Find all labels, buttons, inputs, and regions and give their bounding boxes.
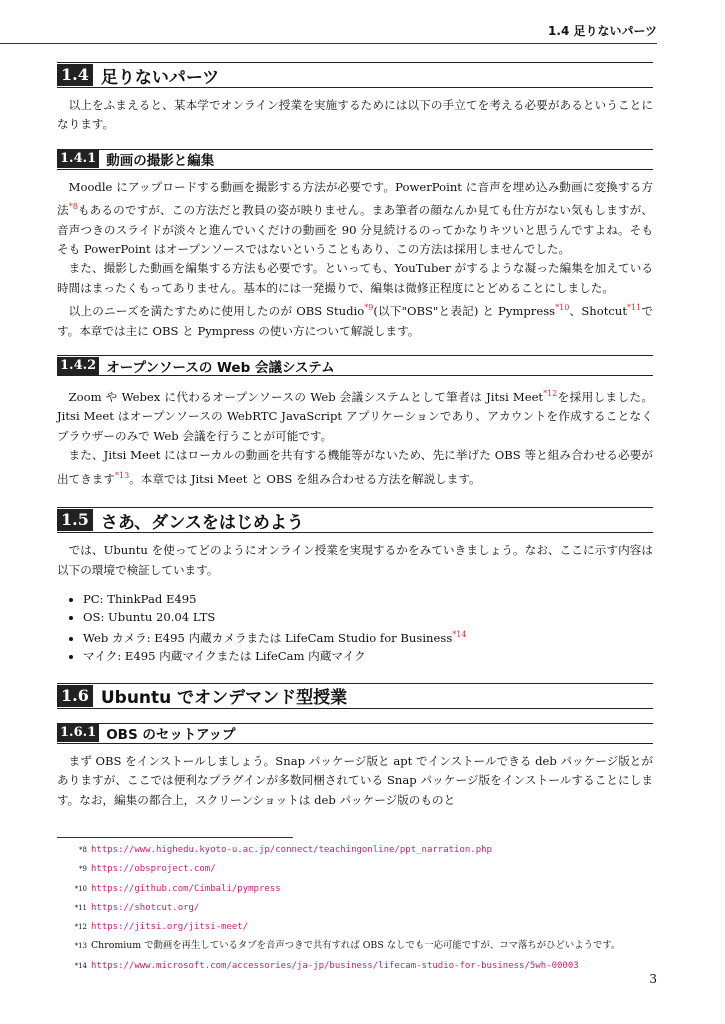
footnote-mark	[57, 958, 91, 977]
section-number: 1.6	[57, 685, 93, 707]
text-run: を採用しました。Jitsi Meet はオープンソースの WebRTC JavaScript アプリケーションであり、アカウントを作成することなくブラウザーのみで Web 会議を行うことが可能です。	[57, 390, 653, 443]
subsection-number: 1.4.1	[57, 150, 99, 168]
footnote-mark	[57, 842, 91, 861]
footnotes	[57, 842, 655, 977]
main-content	[57, 62, 653, 810]
footnote-mark	[57, 861, 91, 880]
section-title: Ubuntu でオンデマンド型授業	[100, 688, 348, 709]
footnote-mark-text: *9	[79, 865, 87, 874]
section-number: 1.4	[57, 64, 93, 86]
text-run: です。本章では主に OBS と Pympress の使い方について解説します。	[57, 304, 653, 338]
page-number: 3	[649, 972, 657, 986]
paragraph-142b	[57, 446, 653, 489]
paragraph-141b: また、撮影した動画を編集する方法も必要です。といっても、YouTuber がするような凝った編集を加えている時間はまったくもってありません。基本的には一発撮りで、編集は微修正程度にとどめることにしました。	[57, 261, 653, 295]
footnote-ref-14[interactable]: *14	[452, 629, 467, 639]
paragraph-intro: 以上をふまえると、某本学でオンライン授業を実施するためには以下の手立てを考える必要があるということになります。	[57, 98, 653, 132]
subsection-heading-1-4-1	[57, 149, 653, 170]
footnote-mark-text: *12	[74, 923, 87, 932]
environment-list	[57, 590, 653, 665]
paragraph-161: まず OBS をインストールしましょう。Snap パッケージ版と apt でインストールできる deb パッケージ版とがありますが、ここでは便利なプラグインが多数同梱されている Snap パッケージ版をインストールすることにします。なお，編集の都合上，スクリーンショットは deb パッケージ版のものと	[57, 753, 653, 807]
list-item-os: • OS: Ubuntu 20.04 LTS	[83, 608, 653, 626]
section-heading-1-4	[57, 62, 653, 88]
subsection-heading-1-6-1	[57, 723, 653, 744]
subsection-number: 1.4.2	[57, 357, 99, 375]
text-run: (以下"OBS"と表記) と Pympress	[373, 304, 556, 319]
footnote-link[interactable]: https://www.highedu.kyoto-u.ac.jp/connect/teachingonline/ppt_narration.php	[91, 845, 492, 855]
section-title: さあ、ダンスをはじめよう	[100, 512, 304, 533]
footnote-text: Chromium で動画を再生しているタブを音声つきで共有すれば OBS なしでも一応可能ですが、コマ落ちがひどいようです。	[91, 940, 621, 952]
footnote-mark-text: *13	[74, 942, 87, 951]
text-run: また、Jitsi Meet にはローカルの動画を共有する機能等がないため、先に挙げた OBS 等と組み合わせる必要が出てきます	[57, 448, 653, 486]
section-heading-1-5	[57, 507, 653, 533]
footnote-8	[57, 842, 655, 861]
footnote-mark-text: *14	[74, 961, 87, 970]
footnote-mark	[57, 881, 91, 900]
paragraph-141a	[57, 178, 653, 260]
paragraph-141c	[57, 298, 653, 341]
footnote-ref-13[interactable]: *13	[114, 470, 130, 480]
footnote-ref-12[interactable]: *12	[543, 389, 558, 399]
section-title: 足りないパーツ	[100, 67, 220, 88]
text-run: Moodle にアップロードする動画を撮影する方法が必要です。PowerPoint に音声を埋め込み動画に変換する方法	[57, 179, 653, 218]
footnote-mark-text: *11	[74, 903, 87, 912]
footnote-11	[57, 900, 655, 919]
paragraph-142a	[57, 384, 653, 446]
footnote-mark-text: *8	[79, 846, 87, 854]
footnote-link[interactable]: https://www.microsoft.com/accessories/ja-jp/business/lifecam-studio-for-business/5wh-00003	[91, 960, 579, 971]
footnote-rule	[57, 837, 293, 838]
footnote-ref-10[interactable]: *10	[555, 303, 570, 313]
subsection-title: オープンソースの Web 会議システム	[106, 359, 335, 376]
text-run: 。本章では Jitsi Meet と OBS を組み合わせる方法を解説します。	[129, 471, 481, 486]
paragraph-15: では、Ubuntu を使ってどのようにオンライン授業を実現するかをみていきましょう。なお、ここに示す内容は以下の環境で検証しています。	[57, 543, 653, 577]
text-run: もあるのですが、この方法だと教員の姿が映りません。まあ筆者の顔なんか見ても仕方がない気もしますが、音声つきのスライドが淡々と進んでいくだけの動画を 90 分見続けるのってかなりキツいと思うんですよね。そもそも PowerPoint はオープンソースではないということもあり、この方法は採用しませんでした。	[57, 203, 653, 257]
footnote-10	[57, 881, 655, 900]
footnote-mark	[57, 900, 91, 919]
section-heading-1-6	[57, 683, 653, 709]
footnote-mark-text: *10	[74, 884, 87, 893]
footnote-14	[57, 958, 655, 977]
footnote-12	[57, 919, 655, 938]
list-item-mic: • マイク: E495 内蔵マイクまたは LifeCam 内蔵マイク	[83, 647, 653, 665]
subsection-title: OBS のセットアップ	[106, 727, 236, 744]
list-item-pc: • PC: ThinkPad E495	[83, 590, 653, 608]
section-number: 1.5	[57, 509, 93, 531]
subsection-number: 1.6.1	[57, 724, 99, 742]
text-run: Zoom や Webex に代わるオープンソースの Web 会議システムとして筆者は Jitsi Meet	[68, 390, 544, 405]
footnote-mark	[57, 938, 91, 957]
footnote-link[interactable]: https://github.com/Cimbali/pympress	[91, 883, 281, 894]
footnote-link[interactable]: https://obsproject.com/	[91, 864, 216, 875]
text-run: Web カメラ: E495 内蔵カメラまたは LifeCam Studio for Business	[83, 630, 453, 645]
text-run: 、Shotcut	[569, 304, 627, 319]
running-header: 1.4 足りないパーツ	[548, 24, 657, 38]
footnote-link[interactable]: https://shotcut.org/	[91, 902, 200, 913]
footnote-mark	[57, 919, 91, 938]
subsection-heading-1-4-2	[57, 355, 653, 376]
footnote-ref-9[interactable]: *9	[364, 303, 374, 313]
footnote-ref-11[interactable]: *11	[627, 303, 642, 313]
subsection-title: 動画の撮影と編集	[106, 153, 215, 170]
footnote-link[interactable]: https://jitsi.org/jitsi-meet/	[91, 922, 249, 933]
list-item-camera	[83, 626, 653, 647]
footnote-9	[57, 861, 655, 880]
footnote-13	[57, 938, 655, 957]
footnote-ref-8[interactable]: *8	[68, 202, 78, 212]
header-rule	[0, 43, 657, 44]
text-run: 以上のニーズを満たすために使用したのが OBS Studio	[68, 304, 365, 319]
